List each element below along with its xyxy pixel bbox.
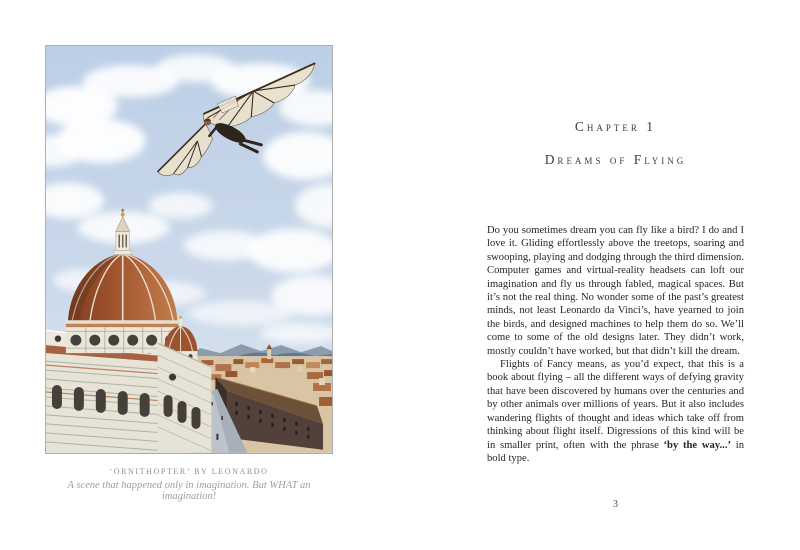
paragraph-2 [487,358,744,465]
chapter-number: Chapter 1 [574,119,657,134]
illustration-caption [45,467,333,502]
illustration-frame [45,45,333,454]
caption-subtitle: A scene that happened only in imagination. But WHAT an imagination! [67,480,311,502]
paragraph-2-text: Flights of Fancy means, as you’d expect, that this is a book about flying – all the different ways of defying gravity that have been discovered by humans over the centuries and by other animals over millions of years. But it also includes wandering flights of thought and ideas which take off from thinking about flight itself. Digressions of this kind will be in smaller print, often with the phrase [487,359,744,451]
bold-phrase: ‘by the way...’ [663,439,732,451]
caption-title: ‘ORNITHOPTER’ BY LEONARDO [109,467,269,476]
body-text [487,224,744,465]
paragraph-2-end: in bold type. [487,439,745,464]
paragraph-1: Do you sometimes dream you can fly like a bird? I do and I love it. Gliding effortlessly above the treetops, soaring and swooping, playing and dodging through the third dimension. Computer games and virtual-reality headsets can loft our imagination and fly us through fabled, magical spaces. But it’s not the real thing. No wonder some of the past’s greatest minds, not least Leonardo da Vinci’s, have yearned to join the birds, and designed machines to help them do so. We’ll come to some of the old designs later. They didn’t work, mostly couldn’t have worked, but that didn’t kill the dream. [487,225,744,357]
chapter-title: Dreams of Flying [544,152,687,167]
page-number: 3 [613,499,618,510]
chapter-heading [487,119,744,168]
ornithopter-illustration [46,46,332,453]
